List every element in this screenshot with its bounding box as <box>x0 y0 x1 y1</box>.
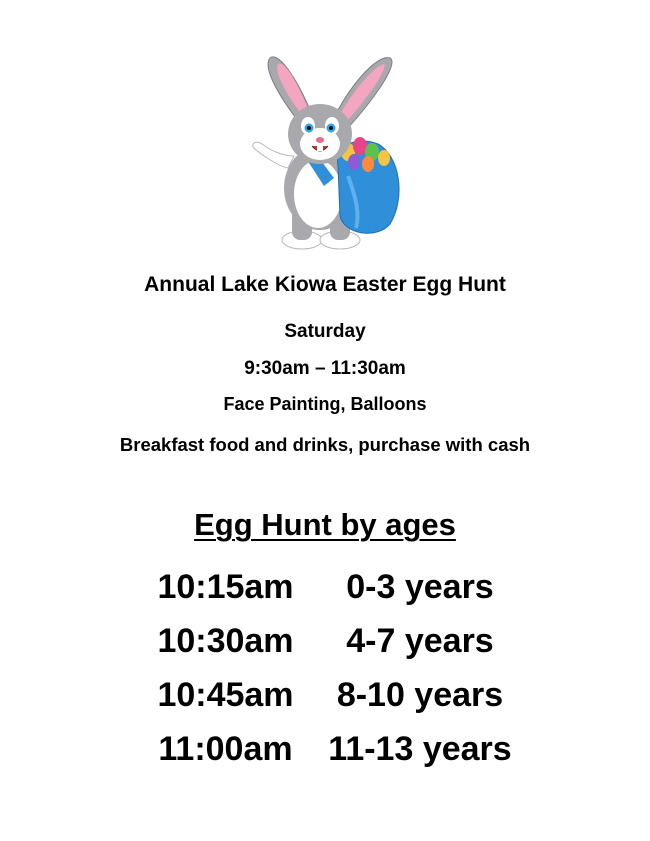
schedule-time: 10:30am <box>157 622 294 660</box>
schedule-heading-text: Egg Hunt by ages <box>194 507 456 542</box>
schedule-time: 10:45am <box>157 676 294 714</box>
schedule-row <box>0 622 650 676</box>
schedule-ages: 11-13 years <box>328 730 512 768</box>
age-schedule <box>0 568 650 784</box>
event-day: Saturday <box>284 321 366 342</box>
event-title: Annual Lake Kiowa Easter Egg Hunt <box>144 273 506 296</box>
schedule-time: 10:15am <box>157 568 294 606</box>
schedule-time: 11:00am <box>158 730 293 768</box>
schedule-heading <box>0 507 650 543</box>
schedule-row <box>0 730 650 784</box>
schedule-ages: 8-10 years <box>336 676 504 714</box>
event-activities: Face Painting, Balloons <box>223 394 427 414</box>
bunny-icon <box>240 48 410 258</box>
schedule-ages: 0-3 years <box>346 568 494 606</box>
event-time: 9:30am – 11:30am <box>244 358 406 379</box>
schedule-ages: 4-7 years <box>346 622 494 660</box>
schedule-row <box>0 676 650 730</box>
event-food-note: Breakfast food and drinks, purchase with cash <box>119 434 531 455</box>
schedule-row <box>0 568 650 622</box>
easter-bunny-illustration <box>240 48 410 258</box>
